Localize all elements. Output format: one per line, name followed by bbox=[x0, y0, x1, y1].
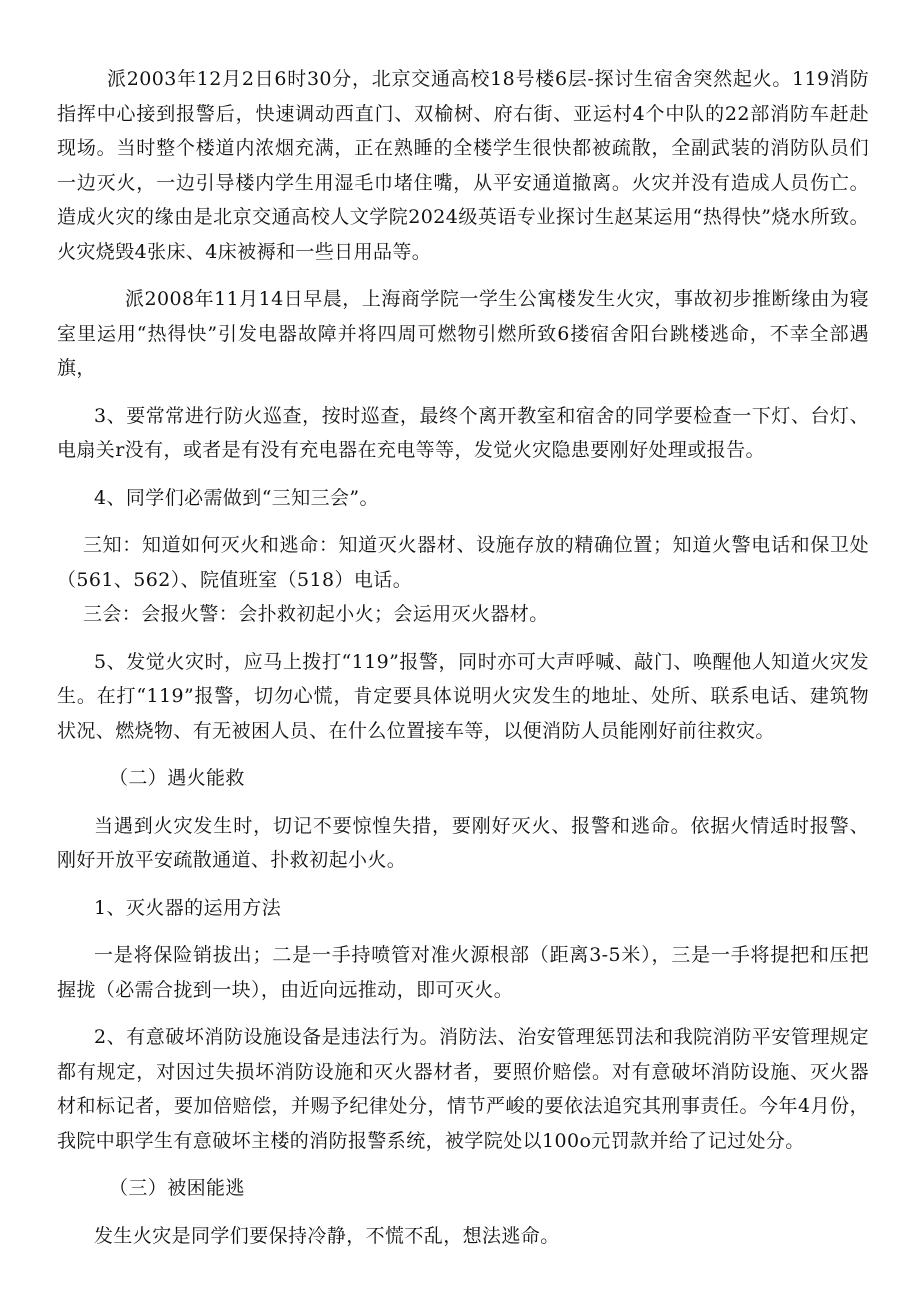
section-heading-fight-fire: （二）遇火能救 bbox=[109, 767, 245, 789]
section-heading-escape: （三）被困能逃 bbox=[109, 1177, 245, 1199]
paragraph-three-abilities: 三会：会报火警：会扑救初起小火；会运用灭火器材。 bbox=[83, 603, 549, 625]
document-page bbox=[57, 62, 869, 1266]
paragraph-escape-intro: 发生火灾是同学们要保持冷静，不慌不乱，想法逃命。 bbox=[94, 1224, 560, 1247]
paragraph-three-knows: 三知：知道如何灭火和逃命：知道灭火器材、设施存放的精确位置；知道火警电话和保卫处（561、562）、院值班室（518）电话。 bbox=[57, 534, 869, 591]
paragraph-fight-fire-intro: 当遇到火灾发生时，切记不要惊惶失措，要刚好灭火、报警和逃命。依据火情适时报警、刚好开放平安疏散通道、扑救初起小火。 bbox=[57, 814, 869, 871]
paragraph-item-3-patrol: 3、要常常进行防火巡查，按时巡查，最终个离开教室和宿舍的同学要检查一下灯、台灯、电扇关r没有，或者是有没有充电器在充电等等，发觉火灾隐患要刚好处理或报告。 bbox=[57, 404, 869, 461]
paragraph-shanghai-fire-case: 派2008年11月14日早晨，上海商学院一学生公寓楼发生火灾，事故初步推断缘由为寝室里运用“热得快”引发电器故障并将四周可燃物引燃所致6搂宿舍阳台跳楼逃命，不幸全部遇旗， bbox=[57, 288, 869, 379]
paragraph-beijing-fire-case: 派2003年12月2日6时30分，北京交通高校18号楼6层-探讨生宿舍突然起火。119消防指挥中心接到报警后，快速调动西直门、双榆树、府右街、亚运村4个中队的22部消防车赶赴现场。当时整个楼道内浓烟充满，正在熟睡的全楼学生很快都被疏散，全副武装的消防队员们一边灭火，一边引导楼内学生用湿毛巾堵住嘴，从平安通道撤离。火灾并没有造成人员伤亡。造成火灾的缘由是北京交通高校人文学院2024级英语专业探讨生赵某运用“热得快”烧水所致。火灾烧毁4张床、4床被褥和一些日用品等。 bbox=[57, 68, 869, 263]
paragraph-item-1-extinguisher: 1、灭火器的运用方法 bbox=[94, 896, 282, 919]
paragraph-item-2-vandalism: 2、有意破坏消防设施设备是违法行为。消防法、治安管理惩罚法和我院消防平安管理规定都有规定，对因过失损坏消防设施和灭火器材者，要照价赔偿。对有意破坏消防设施、灭火器材和标记者，要加倍赔偿，并赐予纪律处分，情节严峻的要依法追究其刑事责任。今年4月份，我院中职学生有意破坏主楼的消防报警系统，被学院处以100o元罚款并给了记过处分。 bbox=[57, 1026, 869, 1152]
paragraph-item-5-report: 5、发觉火灾时，应马上拨打“119”报警，同时亦可大声呼喊、敲门、唤醒他人知道火灾发生。在打“119”报警，切勿心慌，肯定要具体说明火灾发生的地址、处所、联系电话、建筑物状况、燃烧物、有无被困人员、在什么位置接车等，以便消防人员能刚好前往救灾。 bbox=[57, 650, 869, 742]
paragraph-extinguisher-steps: 一是将保险销拔出；二是一手持喷管对准火源根部（距离3-5米），三是一手将提把和压把握拢（必需合拢到一块），由近向远推动，即可灭火。 bbox=[57, 944, 869, 1001]
paragraph-item-4-three-knows: 4、同学们必需做到“三知三会”。 bbox=[94, 486, 379, 509]
